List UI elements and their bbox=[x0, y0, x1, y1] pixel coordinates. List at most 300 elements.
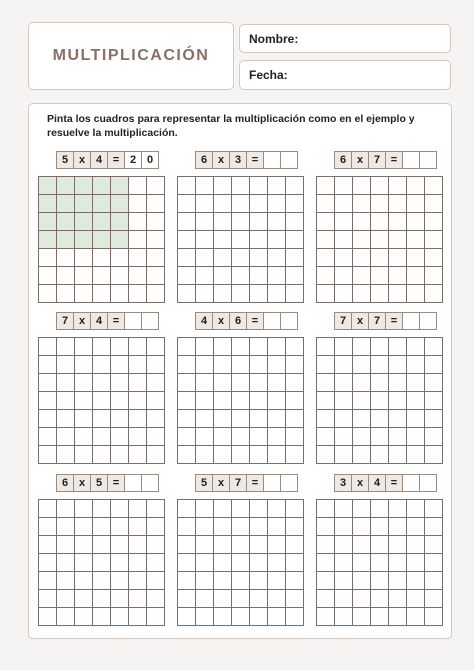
grid-square[interactable] bbox=[232, 446, 250, 464]
grid-square[interactable] bbox=[196, 231, 214, 249]
grid-square[interactable] bbox=[214, 410, 232, 428]
grid-square[interactable] bbox=[317, 554, 335, 572]
grid-square[interactable] bbox=[353, 410, 371, 428]
grid-square-filled[interactable] bbox=[93, 231, 111, 249]
grid-square[interactable] bbox=[389, 195, 407, 213]
grid-square[interactable] bbox=[250, 554, 268, 572]
grid-square[interactable] bbox=[286, 356, 304, 374]
grid-square[interactable] bbox=[232, 195, 250, 213]
grid-square[interactable] bbox=[232, 410, 250, 428]
grid-square[interactable] bbox=[232, 338, 250, 356]
grid-square[interactable] bbox=[214, 392, 232, 410]
grid-square[interactable] bbox=[111, 356, 129, 374]
grid-square[interactable] bbox=[268, 356, 286, 374]
grid-square[interactable] bbox=[371, 446, 389, 464]
grid-square-filled[interactable] bbox=[93, 195, 111, 213]
grid-square[interactable] bbox=[39, 338, 57, 356]
grid-square[interactable] bbox=[286, 195, 304, 213]
grid-square[interactable] bbox=[232, 267, 250, 285]
grid-square[interactable] bbox=[39, 374, 57, 392]
grid-square[interactable] bbox=[214, 500, 232, 518]
grid-square[interactable] bbox=[196, 249, 214, 267]
grid-square[interactable] bbox=[129, 374, 147, 392]
grid-square[interactable] bbox=[353, 428, 371, 446]
grid-square[interactable] bbox=[371, 213, 389, 231]
grid-square[interactable] bbox=[371, 267, 389, 285]
grid-square[interactable] bbox=[57, 392, 75, 410]
grid-square[interactable] bbox=[335, 267, 353, 285]
grid-square[interactable] bbox=[371, 356, 389, 374]
grid-square[interactable] bbox=[371, 374, 389, 392]
grid-square-filled[interactable] bbox=[93, 213, 111, 231]
grid-square[interactable] bbox=[250, 590, 268, 608]
grid-square[interactable] bbox=[111, 518, 129, 536]
grid-square[interactable] bbox=[407, 374, 425, 392]
grid-square[interactable] bbox=[407, 195, 425, 213]
grid-square[interactable] bbox=[178, 536, 196, 554]
grid-square[interactable] bbox=[268, 195, 286, 213]
grid-square[interactable] bbox=[353, 213, 371, 231]
grid-square[interactable] bbox=[250, 285, 268, 303]
grid-square[interactable] bbox=[232, 536, 250, 554]
grid-square[interactable] bbox=[147, 572, 165, 590]
grid-square[interactable] bbox=[268, 536, 286, 554]
grid-square[interactable] bbox=[232, 500, 250, 518]
grid-square[interactable] bbox=[389, 590, 407, 608]
grid-square[interactable] bbox=[57, 446, 75, 464]
answer-digit-box[interactable] bbox=[263, 474, 281, 492]
grid-square[interactable] bbox=[268, 213, 286, 231]
grid-square[interactable] bbox=[268, 518, 286, 536]
grid-square-filled[interactable] bbox=[57, 195, 75, 213]
answer-digit-box[interactable] bbox=[419, 474, 437, 492]
grid-square[interactable] bbox=[214, 590, 232, 608]
grid-square[interactable] bbox=[407, 249, 425, 267]
grid-square[interactable] bbox=[317, 410, 335, 428]
grid-square[interactable] bbox=[250, 374, 268, 392]
grid-square[interactable] bbox=[111, 285, 129, 303]
grid-square[interactable] bbox=[268, 285, 286, 303]
grid-square[interactable] bbox=[407, 536, 425, 554]
grid-square[interactable] bbox=[268, 338, 286, 356]
grid-square[interactable] bbox=[75, 249, 93, 267]
grid-square[interactable] bbox=[129, 536, 147, 554]
grid-square[interactable] bbox=[286, 249, 304, 267]
grid-square[interactable] bbox=[75, 267, 93, 285]
grid-square[interactable] bbox=[407, 590, 425, 608]
grid-square[interactable] bbox=[75, 590, 93, 608]
grid-square[interactable] bbox=[196, 267, 214, 285]
grid-square[interactable] bbox=[111, 392, 129, 410]
grid-square[interactable] bbox=[335, 410, 353, 428]
grid-square[interactable] bbox=[196, 572, 214, 590]
grid-square[interactable] bbox=[353, 285, 371, 303]
grid-square[interactable] bbox=[232, 428, 250, 446]
grid-square[interactable] bbox=[407, 500, 425, 518]
grid-square[interactable] bbox=[317, 338, 335, 356]
grid-square[interactable] bbox=[214, 554, 232, 572]
grid-square[interactable] bbox=[232, 356, 250, 374]
grid-square[interactable] bbox=[147, 177, 165, 195]
grid-square[interactable] bbox=[178, 338, 196, 356]
grid-square[interactable] bbox=[178, 356, 196, 374]
answer-digit-box[interactable] bbox=[263, 312, 281, 330]
grid-square[interactable] bbox=[335, 392, 353, 410]
grid-square-filled[interactable] bbox=[111, 195, 129, 213]
grid-square[interactable] bbox=[232, 572, 250, 590]
grid-square[interactable] bbox=[268, 554, 286, 572]
grid-square[interactable] bbox=[232, 213, 250, 231]
grid-square[interactable] bbox=[268, 249, 286, 267]
grid-square[interactable] bbox=[353, 392, 371, 410]
grid-square[interactable] bbox=[353, 356, 371, 374]
grid-square[interactable] bbox=[129, 267, 147, 285]
grid-square[interactable] bbox=[317, 500, 335, 518]
grid-square[interactable] bbox=[93, 410, 111, 428]
grid-square[interactable] bbox=[178, 195, 196, 213]
grid-square[interactable] bbox=[147, 608, 165, 626]
grid-square[interactable] bbox=[353, 177, 371, 195]
grid-square[interactable] bbox=[389, 536, 407, 554]
grid-square[interactable] bbox=[93, 518, 111, 536]
grid-square[interactable] bbox=[250, 249, 268, 267]
answer-digit-box[interactable] bbox=[280, 312, 298, 330]
grid-square[interactable] bbox=[147, 356, 165, 374]
grid-square[interactable] bbox=[178, 590, 196, 608]
grid-square[interactable] bbox=[111, 249, 129, 267]
grid-square[interactable] bbox=[335, 356, 353, 374]
grid-square[interactable] bbox=[196, 374, 214, 392]
grid-square[interactable] bbox=[286, 338, 304, 356]
grid-square[interactable] bbox=[371, 177, 389, 195]
answer-digit-box[interactable] bbox=[280, 474, 298, 492]
grid-square[interactable] bbox=[317, 374, 335, 392]
grid-square[interactable] bbox=[232, 249, 250, 267]
grid-square[interactable] bbox=[93, 392, 111, 410]
grid-square[interactable] bbox=[250, 195, 268, 213]
grid-square[interactable] bbox=[178, 608, 196, 626]
grid-square[interactable] bbox=[39, 285, 57, 303]
grid-square-filled[interactable] bbox=[57, 231, 75, 249]
grid-square[interactable] bbox=[178, 410, 196, 428]
grid-square[interactable] bbox=[317, 267, 335, 285]
grid-square[interactable] bbox=[75, 446, 93, 464]
grid-square[interactable] bbox=[268, 267, 286, 285]
grid-square[interactable] bbox=[178, 500, 196, 518]
grid-square[interactable] bbox=[268, 590, 286, 608]
grid-square[interactable] bbox=[75, 572, 93, 590]
grid-square[interactable] bbox=[75, 374, 93, 392]
grid-square[interactable] bbox=[317, 356, 335, 374]
grid-square[interactable] bbox=[111, 590, 129, 608]
grid-square[interactable] bbox=[214, 356, 232, 374]
grid-square[interactable] bbox=[196, 518, 214, 536]
grid-square[interactable] bbox=[268, 231, 286, 249]
grid-square[interactable] bbox=[250, 428, 268, 446]
grid-square[interactable] bbox=[196, 177, 214, 195]
grid-square[interactable] bbox=[317, 177, 335, 195]
grid-square[interactable] bbox=[129, 177, 147, 195]
grid-square[interactable] bbox=[147, 195, 165, 213]
grid-square[interactable] bbox=[353, 500, 371, 518]
grid-square[interactable] bbox=[57, 500, 75, 518]
grid-square[interactable] bbox=[129, 518, 147, 536]
answer-digit-box[interactable] bbox=[402, 312, 420, 330]
grid-square[interactable] bbox=[286, 446, 304, 464]
grid-square[interactable] bbox=[129, 410, 147, 428]
grid-square[interactable] bbox=[232, 177, 250, 195]
grid-square[interactable] bbox=[196, 590, 214, 608]
grid-square[interactable] bbox=[286, 608, 304, 626]
grid-square[interactable] bbox=[250, 410, 268, 428]
grid-square[interactable] bbox=[75, 428, 93, 446]
grid-square[interactable] bbox=[147, 410, 165, 428]
grid-square[interactable] bbox=[75, 518, 93, 536]
grid-square[interactable] bbox=[389, 213, 407, 231]
grid-square[interactable] bbox=[214, 428, 232, 446]
grid-square[interactable] bbox=[425, 500, 443, 518]
grid-square[interactable] bbox=[317, 213, 335, 231]
grid-square[interactable] bbox=[425, 177, 443, 195]
grid-square[interactable] bbox=[93, 446, 111, 464]
grid-square[interactable] bbox=[214, 536, 232, 554]
grid-square[interactable] bbox=[317, 231, 335, 249]
grid-square[interactable] bbox=[250, 608, 268, 626]
grid-square[interactable] bbox=[129, 356, 147, 374]
grid-square[interactable] bbox=[129, 590, 147, 608]
grid-square[interactable] bbox=[147, 267, 165, 285]
grid-square[interactable] bbox=[317, 428, 335, 446]
grid-square-filled[interactable] bbox=[111, 231, 129, 249]
grid-square[interactable] bbox=[389, 338, 407, 356]
grid-square[interactable] bbox=[214, 518, 232, 536]
date-field[interactable] bbox=[239, 60, 451, 90]
answer-digit-box[interactable] bbox=[419, 312, 437, 330]
grid-square[interactable] bbox=[371, 231, 389, 249]
grid-square[interactable] bbox=[196, 608, 214, 626]
grid-square[interactable] bbox=[389, 572, 407, 590]
grid-square[interactable] bbox=[214, 572, 232, 590]
grid-square[interactable] bbox=[57, 374, 75, 392]
grid-square[interactable] bbox=[425, 374, 443, 392]
grid-square[interactable] bbox=[57, 518, 75, 536]
grid-square[interactable] bbox=[214, 177, 232, 195]
answer-digit-box[interactable] bbox=[280, 151, 298, 169]
grid-square[interactable] bbox=[129, 249, 147, 267]
grid-square[interactable] bbox=[147, 446, 165, 464]
grid-square[interactable] bbox=[57, 536, 75, 554]
grid-square[interactable] bbox=[425, 285, 443, 303]
grid-square[interactable] bbox=[286, 500, 304, 518]
grid-square[interactable] bbox=[268, 608, 286, 626]
grid-square-filled[interactable] bbox=[39, 177, 57, 195]
grid-square[interactable] bbox=[147, 338, 165, 356]
grid-square[interactable] bbox=[129, 338, 147, 356]
grid-square[interactable] bbox=[371, 195, 389, 213]
grid-square[interactable] bbox=[335, 428, 353, 446]
grid-square[interactable] bbox=[214, 608, 232, 626]
grid-square[interactable] bbox=[286, 410, 304, 428]
grid-square[interactable] bbox=[111, 500, 129, 518]
grid-square[interactable] bbox=[268, 428, 286, 446]
grid-square[interactable] bbox=[425, 518, 443, 536]
grid-square[interactable] bbox=[371, 285, 389, 303]
grid-square[interactable] bbox=[129, 231, 147, 249]
grid-square[interactable] bbox=[111, 410, 129, 428]
grid-square[interactable] bbox=[75, 285, 93, 303]
grid-square[interactable] bbox=[286, 572, 304, 590]
grid-square[interactable] bbox=[407, 518, 425, 536]
grid-square[interactable] bbox=[286, 428, 304, 446]
grid-square[interactable] bbox=[335, 374, 353, 392]
grid-square[interactable] bbox=[268, 177, 286, 195]
grid-square[interactable] bbox=[129, 554, 147, 572]
grid-square[interactable] bbox=[286, 177, 304, 195]
grid-square-filled[interactable] bbox=[75, 195, 93, 213]
grid-square-filled[interactable] bbox=[75, 231, 93, 249]
grid-square[interactable] bbox=[196, 356, 214, 374]
grid-square[interactable] bbox=[425, 249, 443, 267]
grid-square-filled[interactable] bbox=[39, 231, 57, 249]
grid-square[interactable] bbox=[389, 554, 407, 572]
grid-square[interactable] bbox=[93, 554, 111, 572]
grid-square[interactable] bbox=[178, 554, 196, 572]
grid-square[interactable] bbox=[111, 554, 129, 572]
grid-square[interactable] bbox=[353, 536, 371, 554]
grid-square[interactable] bbox=[75, 554, 93, 572]
grid-square[interactable] bbox=[93, 356, 111, 374]
grid-square-filled[interactable] bbox=[111, 177, 129, 195]
grid-square[interactable] bbox=[196, 446, 214, 464]
grid-square[interactable] bbox=[129, 428, 147, 446]
grid-square[interactable] bbox=[178, 428, 196, 446]
answer-digit-box[interactable] bbox=[263, 151, 281, 169]
grid-square[interactable] bbox=[371, 608, 389, 626]
grid-square[interactable] bbox=[57, 608, 75, 626]
grid-square[interactable] bbox=[111, 536, 129, 554]
grid-square[interactable] bbox=[178, 231, 196, 249]
grid-square[interactable] bbox=[335, 554, 353, 572]
grid-square[interactable] bbox=[371, 518, 389, 536]
grid-square[interactable] bbox=[111, 446, 129, 464]
grid-square[interactable] bbox=[250, 500, 268, 518]
grid-square[interactable] bbox=[147, 249, 165, 267]
grid-square[interactable] bbox=[196, 554, 214, 572]
grid-square[interactable] bbox=[250, 356, 268, 374]
grid-square[interactable] bbox=[214, 338, 232, 356]
grid-square[interactable] bbox=[196, 500, 214, 518]
grid-square[interactable] bbox=[214, 374, 232, 392]
grid-square[interactable] bbox=[178, 446, 196, 464]
grid-square[interactable] bbox=[268, 446, 286, 464]
grid-square[interactable] bbox=[353, 338, 371, 356]
grid-square[interactable] bbox=[425, 446, 443, 464]
grid-square[interactable] bbox=[425, 392, 443, 410]
grid-square[interactable] bbox=[232, 374, 250, 392]
grid-square[interactable] bbox=[111, 374, 129, 392]
grid-square[interactable] bbox=[57, 249, 75, 267]
grid-square[interactable] bbox=[389, 267, 407, 285]
grid-square[interactable] bbox=[75, 338, 93, 356]
grid-square[interactable] bbox=[39, 428, 57, 446]
grid-square[interactable] bbox=[407, 428, 425, 446]
grid-square[interactable] bbox=[111, 267, 129, 285]
grid-square[interactable] bbox=[317, 518, 335, 536]
grid-square-filled[interactable] bbox=[57, 177, 75, 195]
grid-square[interactable] bbox=[250, 231, 268, 249]
grid-square[interactable] bbox=[407, 410, 425, 428]
grid-square-filled[interactable] bbox=[75, 213, 93, 231]
grid-square[interactable] bbox=[407, 572, 425, 590]
grid-square[interactable] bbox=[407, 231, 425, 249]
grid-square[interactable] bbox=[147, 213, 165, 231]
grid-square[interactable] bbox=[371, 572, 389, 590]
grid-square[interactable] bbox=[147, 428, 165, 446]
grid-square[interactable] bbox=[317, 392, 335, 410]
grid-square[interactable] bbox=[178, 285, 196, 303]
grid-square[interactable] bbox=[353, 374, 371, 392]
grid-square[interactable] bbox=[147, 285, 165, 303]
answer-digit-box[interactable]: 2 bbox=[124, 151, 142, 169]
grid-square[interactable] bbox=[57, 590, 75, 608]
grid-square[interactable] bbox=[353, 518, 371, 536]
grid-square[interactable] bbox=[371, 590, 389, 608]
grid-square[interactable] bbox=[39, 554, 57, 572]
grid-square[interactable] bbox=[250, 446, 268, 464]
grid-square[interactable] bbox=[196, 338, 214, 356]
grid-square[interactable] bbox=[389, 249, 407, 267]
grid-square[interactable] bbox=[147, 518, 165, 536]
grid-square[interactable] bbox=[93, 285, 111, 303]
answer-digit-box[interactable]: 0 bbox=[141, 151, 159, 169]
grid-square[interactable] bbox=[147, 554, 165, 572]
grid-square[interactable] bbox=[111, 608, 129, 626]
grid-square[interactable] bbox=[317, 446, 335, 464]
answer-digit-box[interactable] bbox=[124, 312, 142, 330]
grid-square[interactable] bbox=[353, 231, 371, 249]
grid-square-filled[interactable] bbox=[57, 213, 75, 231]
grid-square[interactable] bbox=[57, 410, 75, 428]
grid-square[interactable] bbox=[196, 428, 214, 446]
grid-square[interactable] bbox=[232, 518, 250, 536]
grid-square[interactable] bbox=[425, 428, 443, 446]
grid-square[interactable] bbox=[371, 392, 389, 410]
grid-square[interactable] bbox=[57, 572, 75, 590]
grid-square[interactable] bbox=[75, 608, 93, 626]
grid-square[interactable] bbox=[250, 267, 268, 285]
grid-square[interactable] bbox=[389, 374, 407, 392]
grid-square[interactable] bbox=[111, 428, 129, 446]
grid-square[interactable] bbox=[389, 356, 407, 374]
grid-square[interactable] bbox=[57, 338, 75, 356]
grid-square[interactable] bbox=[250, 338, 268, 356]
grid-square[interactable] bbox=[425, 608, 443, 626]
grid-square[interactable] bbox=[317, 608, 335, 626]
grid-square[interactable] bbox=[407, 554, 425, 572]
grid-square[interactable] bbox=[335, 572, 353, 590]
grid-square[interactable] bbox=[147, 231, 165, 249]
grid-square[interactable] bbox=[335, 213, 353, 231]
grid-square[interactable] bbox=[389, 446, 407, 464]
grid-square[interactable] bbox=[407, 285, 425, 303]
grid-square[interactable] bbox=[214, 195, 232, 213]
grid-square[interactable] bbox=[57, 267, 75, 285]
grid-square[interactable] bbox=[371, 428, 389, 446]
grid-square[interactable] bbox=[268, 572, 286, 590]
grid-square[interactable] bbox=[147, 500, 165, 518]
grid-square[interactable] bbox=[407, 267, 425, 285]
grid-square[interactable] bbox=[178, 374, 196, 392]
